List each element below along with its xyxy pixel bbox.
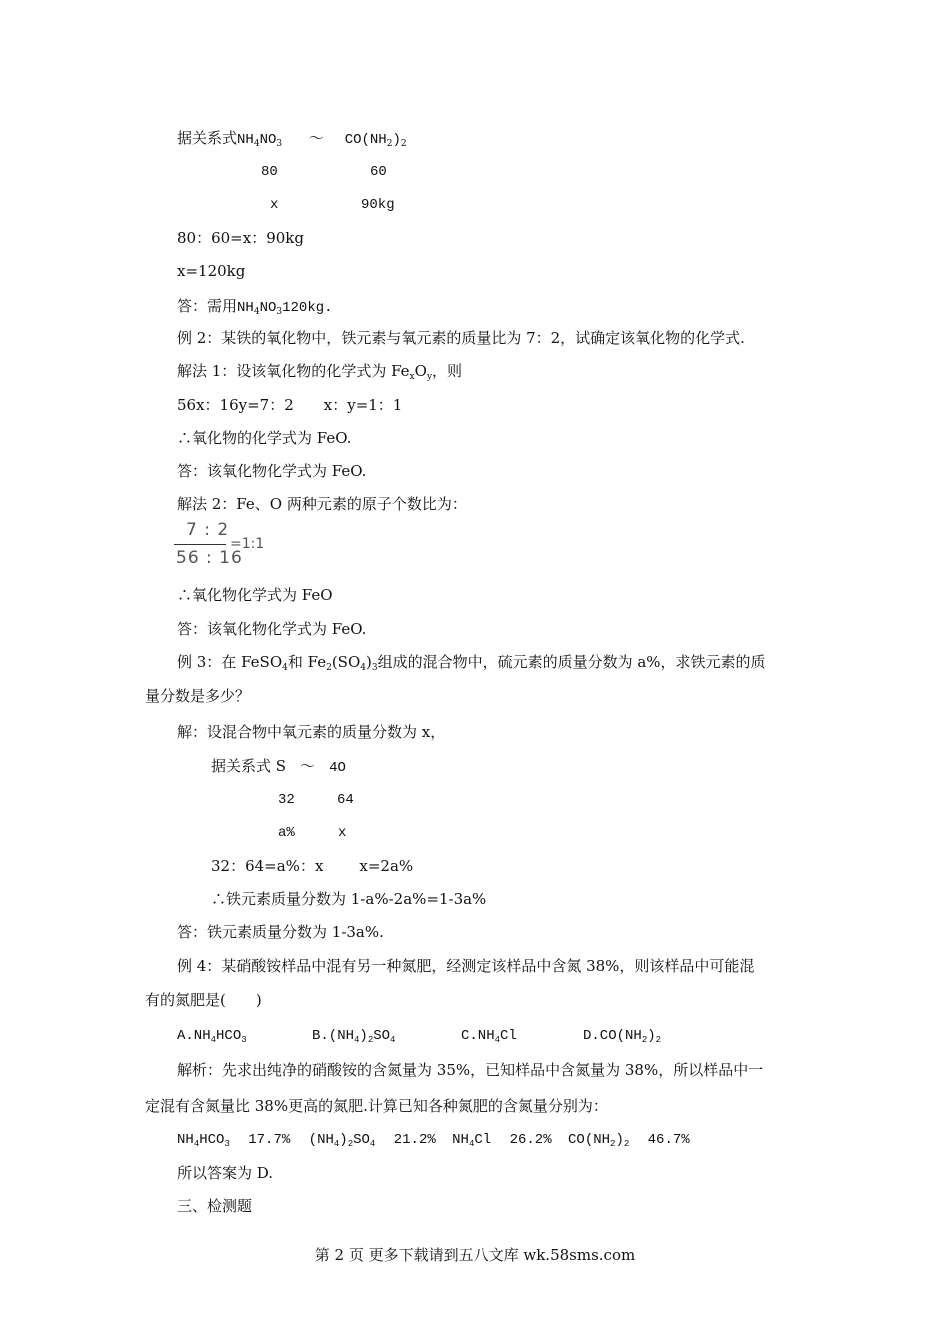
relation-value-64: 64 [337,792,354,808]
conclusion-3: ∴铁元素质量分数为 1-a%-2a%=1-3a% [211,890,487,908]
example-2-question: 例 2：某铁的氧化物中，铁元素与氧元素的质量比为 7：2，试确定该氧化物的化学式. [177,329,745,347]
conclusion-1: ∴氧化物的化学式为 FeO. [177,429,352,447]
proportion-equation: 80：60=x：90kg [177,229,304,247]
page-footer: 第 2 页 更多下载请到五八文库 wk.58sms.com [314,1246,636,1264]
conclusion-2: ∴氧化物化学式为 FeO [177,586,333,604]
conclusion-4: 所以答案为 D. [177,1164,274,1182]
example-3-question: 例 3：在 FeSO$_4$和 $Fe_2(SO_4)_3$组成的混合物中，硫元素的质量分数为 a%，求铁元素的质 [177,653,766,673]
example-4-question-line2: 有的氮肥是( ) [145,991,262,1009]
relation-value-32: 32 [278,792,295,808]
fraction-denominator: 56 : 16 [176,548,243,568]
fraction-result: =1:1 [230,536,265,552]
proportion-equation-3: 32：64=a%：x x=2a% [211,857,414,875]
nitrogen-content-list: $NH_4HCO_3$ 17.7% $(NH_4)_2SO_4$ 21.2% $NH_4Cl$ 26.2% $CO(NH_2)_2$ 46.7% [177,1132,690,1149]
answer-2: 答：该氧化物化学式为 FeO. [177,462,367,480]
answer-3: 答：该氧化物化学式为 FeO. [177,620,367,638]
analysis-line-2: 定混有含氮量比 38%更高的氮肥.计算已知各种氮肥的含氮量分别为： [145,1097,608,1115]
relation-value-x-3: x [338,825,347,841]
relation-value-60: 60 [370,164,387,180]
option-c: $C.NH_4Cl$ [461,1028,517,1045]
fraction-bar [174,544,226,545]
relation-line-1: 据关系式$NH_4NO_3$ ～ $CO(NH_2)_2$ [177,129,407,149]
answer-1: 答：需用$NH_4NO_3120kg$. [177,297,333,317]
solution-1: 解法 1：设该氧化物的化学式为 $Fe_xO_y$，则 [177,362,463,382]
ratio-fraction [174,518,314,570]
option-d: $D.CO(NH_2)_2$ [583,1028,662,1045]
answer-4: 答：铁元素质量分数为 1-3a%. [177,923,384,941]
solution-1-equation: 56x：16y=7：2 x：y=1：1 [177,396,403,414]
analysis-line-1: 解析：先求出纯净的硝酸铵的含氮量为 35%，已知样品中含氮量为 38%，所以样品中一 [177,1061,764,1079]
example-3-question-line2: 量分数是多少？ [145,687,251,705]
example-4-question: 例 4：某硝酸铵样品中混有另一种氮肥，经测定该样品中含氮 38%，则该样品中可能混 [177,957,755,975]
option-a: $A.NH_4HCO_3$ [177,1028,247,1045]
section-heading: 三、检测题 [177,1197,253,1215]
solution-2: 解法 2：Fe、O 两种元素的原子个数比为： [177,495,467,513]
fraction-numerator: 7 : 2 [186,520,230,540]
relation-value-90kg: 90kg [361,197,395,213]
option-b: $B.(NH_4)_2SO_4$ [312,1028,396,1045]
result-x: x=120kg [177,262,246,280]
relation-value-x: x [270,197,279,213]
relation-value-a-percent: a% [278,825,295,841]
relation-line-3: 据关系式 S ～ 4O [211,757,346,776]
relation-value-80: 80 [261,164,278,180]
solution-3: 解：设混合物中氧元素的质量分数为 x， [177,723,446,741]
